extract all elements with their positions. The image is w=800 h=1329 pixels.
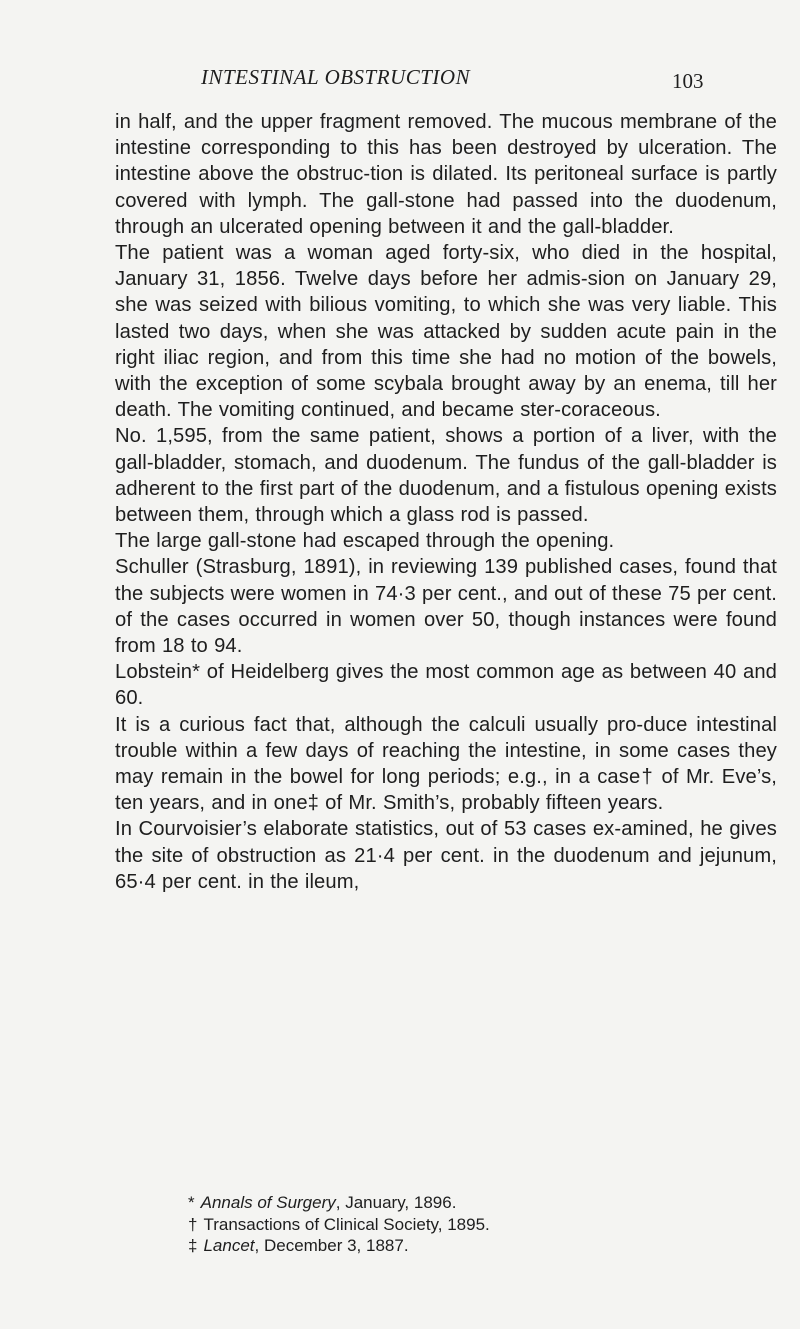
footnote-source: Annals of Surgery: [200, 1193, 336, 1212]
page-header: [115, 64, 775, 92]
running-title: INTESTINAL OBSTRUCTION: [201, 65, 471, 89]
paragraph-2: The patient was a woman aged forty-six, who died in the hospital, January 31, 1856. Twelve days before her admis-sion on January 29, she was seized with bilious vomiting, to which she was very liable. This lasted two days, when she was attacked by sudden acute pain in the right iliac region, and from this time she had no motion of the bowels, with the exception of some scybala brought away by an enema, till her death. The vomiting continued, and became ster-coraceous.: [115, 242, 777, 422]
paragraph-8: In Courvoisier’s elaborate statistics, out of 53 cases ex-amined, he gives the site of obstruction as 21·4 per cent. in the duodenum and jejunum, 65·4 per cent. in the ileum,: [115, 818, 777, 893]
page-number: 103: [672, 69, 704, 93]
paragraph-5: Schuller (Strasburg, 1891), in reviewing 139 published cases, found that the subjects were women in 74·3 per cent., and out of these 75 per cent. of the cases occurred in women over 50, though instances were found from 18 to 94.: [115, 556, 777, 658]
footnote-mark: †: [188, 1214, 198, 1234]
footnote-3: [188, 1235, 748, 1257]
paragraph-6: Lobstein* of Heidelberg gives the most common age as between 40 and 60.: [115, 661, 777, 710]
footnote-mark: *: [188, 1193, 195, 1212]
paragraph-7: It is a curious fact that, although the calculi usually pro-duce intestinal trouble within a few days of reaching the intestine, in some cases they may remain in the bowel for long periods; e.g., in a case† of Mr. Eve’s, ten years, and in one‡ of Mr. Smith’s, probably fifteen years.: [115, 713, 777, 815]
footnote-source: Lancet: [203, 1236, 255, 1255]
body-text: [115, 109, 777, 895]
footnote-1: [188, 1192, 748, 1214]
footnote-text: , December 3, 1887.: [254, 1236, 409, 1255]
footnotes: [188, 1192, 748, 1257]
paragraph-4: The large gall-stone had escaped through the opening.: [115, 530, 615, 553]
footnote-text: , January, 1896.: [335, 1193, 457, 1212]
paragraph-1: in half, and the upper fragment removed. The mucous membrane of the intestine corresponding to this has been destroyed by ulceration. The intestine above the obstruc-tion is dilated. Its peritoneal surface is partly covered with lymph. The gall-stone had passed into the duodenum, through an ulcerated opening between it and the gall-bladder.: [115, 111, 777, 238]
footnote-2: [188, 1214, 748, 1236]
footnote-mark: ‡: [188, 1236, 198, 1255]
paragraph-3: No. 1,595, from the same patient, shows a portion of a liver, with the gall-bladder, stomach, and duodenum. The fundus of the gall-bladder is adherent to the first part of the duodenum, and a fistulous opening exists between them, through which a glass rod is passed.: [115, 425, 777, 527]
footnote-text: Transactions of Clinical Society, 1895.: [203, 1214, 490, 1234]
